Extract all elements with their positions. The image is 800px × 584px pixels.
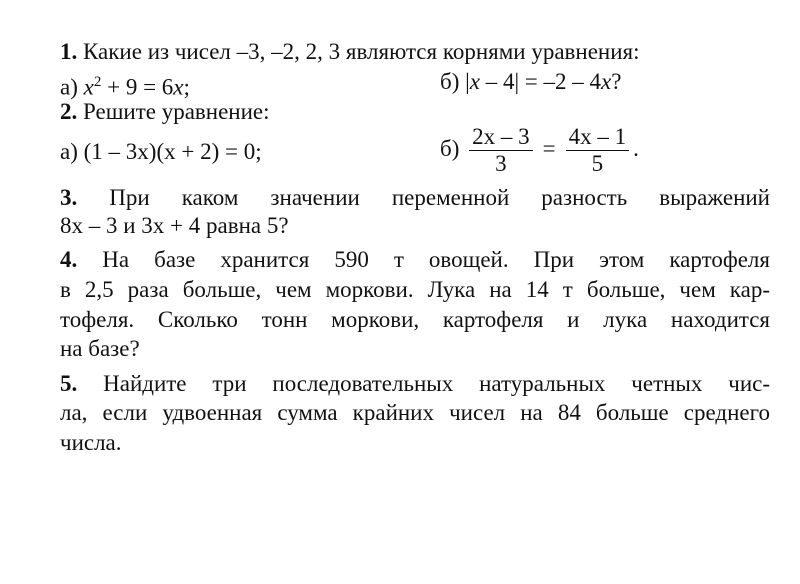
task1-b-label: б) xyxy=(440,69,466,94)
task3-number: 3. xyxy=(60,185,78,210)
task1-a-exp: 2 xyxy=(93,74,102,90)
task3-line1 xyxy=(60,184,770,212)
task5-number: 5. xyxy=(60,371,78,396)
task5-line1-text: Найдите три последовательных натуральных четных чис- xyxy=(77,371,770,396)
task1-b-pre: | xyxy=(465,69,470,94)
task1-b-expr: – 4| = –2 – 4 xyxy=(479,69,602,94)
task1-b-end: ? xyxy=(611,69,622,94)
task2-b-den1: 3 xyxy=(495,151,507,176)
task3-line2: 8x – 3 и 3x + 4 равна 5? xyxy=(60,213,289,238)
task2-a-expr: (1 – 3x)(x + 2) = 0; xyxy=(83,139,262,164)
task2-header xyxy=(60,98,270,126)
task5-line3: числа. xyxy=(60,430,122,455)
task1-options xyxy=(60,68,780,102)
task4-line2: в 2,5 раза больше, чем моркови. Лука на 14 т больше, чем кар- xyxy=(60,277,770,302)
task4-number: 4. xyxy=(60,247,78,272)
task1-number: 1. xyxy=(60,39,78,64)
task4-line4: на базе? xyxy=(60,336,140,361)
task2-number: 2. xyxy=(60,99,78,124)
task3-line1-text: При каком значении переменной разность выражений xyxy=(77,185,770,210)
task2-b-num2: 4x – 1 xyxy=(566,124,630,151)
task1-a-end: ; xyxy=(183,74,190,100)
task2-b-fraction-right xyxy=(566,124,630,177)
task1-a-rest: + 9 = 6 xyxy=(101,74,174,100)
task4-line3: тофеля. Сколько тонн моркови, картофеля и лука находится xyxy=(60,307,770,332)
task2-text: Решите уравнение: xyxy=(77,99,270,124)
task1-b-x2: x xyxy=(601,69,612,94)
task5-line2: ла, если удвоенная сумма крайних чисел на 84 больше среднего xyxy=(60,400,770,425)
task2-a-label: а) xyxy=(60,139,84,164)
task4-line1 xyxy=(60,246,770,274)
task1-a-x2: x xyxy=(173,74,184,100)
task1-text: Какие из чисел –3, –2, 2, 3 являются корнями уравнения: xyxy=(77,39,640,64)
task2-b-label: б) xyxy=(440,135,466,161)
task1-b xyxy=(440,68,621,96)
task2-b-end: . xyxy=(633,135,639,161)
task2-b-eq: = xyxy=(542,135,556,161)
task1-header xyxy=(60,38,640,66)
task2-a xyxy=(60,138,262,166)
task2-b-den2: 5 xyxy=(591,151,604,176)
task1-a-x: x xyxy=(83,74,94,100)
task1-b-x: x xyxy=(469,69,480,94)
task2-b-num1: 2x – 3 xyxy=(469,124,533,151)
task4-line1-text: На базе хранится 590 т овощей. При этом картофеля xyxy=(77,247,770,272)
task1-a-label: а) xyxy=(60,74,84,100)
task2-b-fraction-left xyxy=(469,124,533,177)
task2-b xyxy=(440,124,639,177)
task5-line1 xyxy=(60,370,770,398)
task2-options xyxy=(60,124,780,180)
